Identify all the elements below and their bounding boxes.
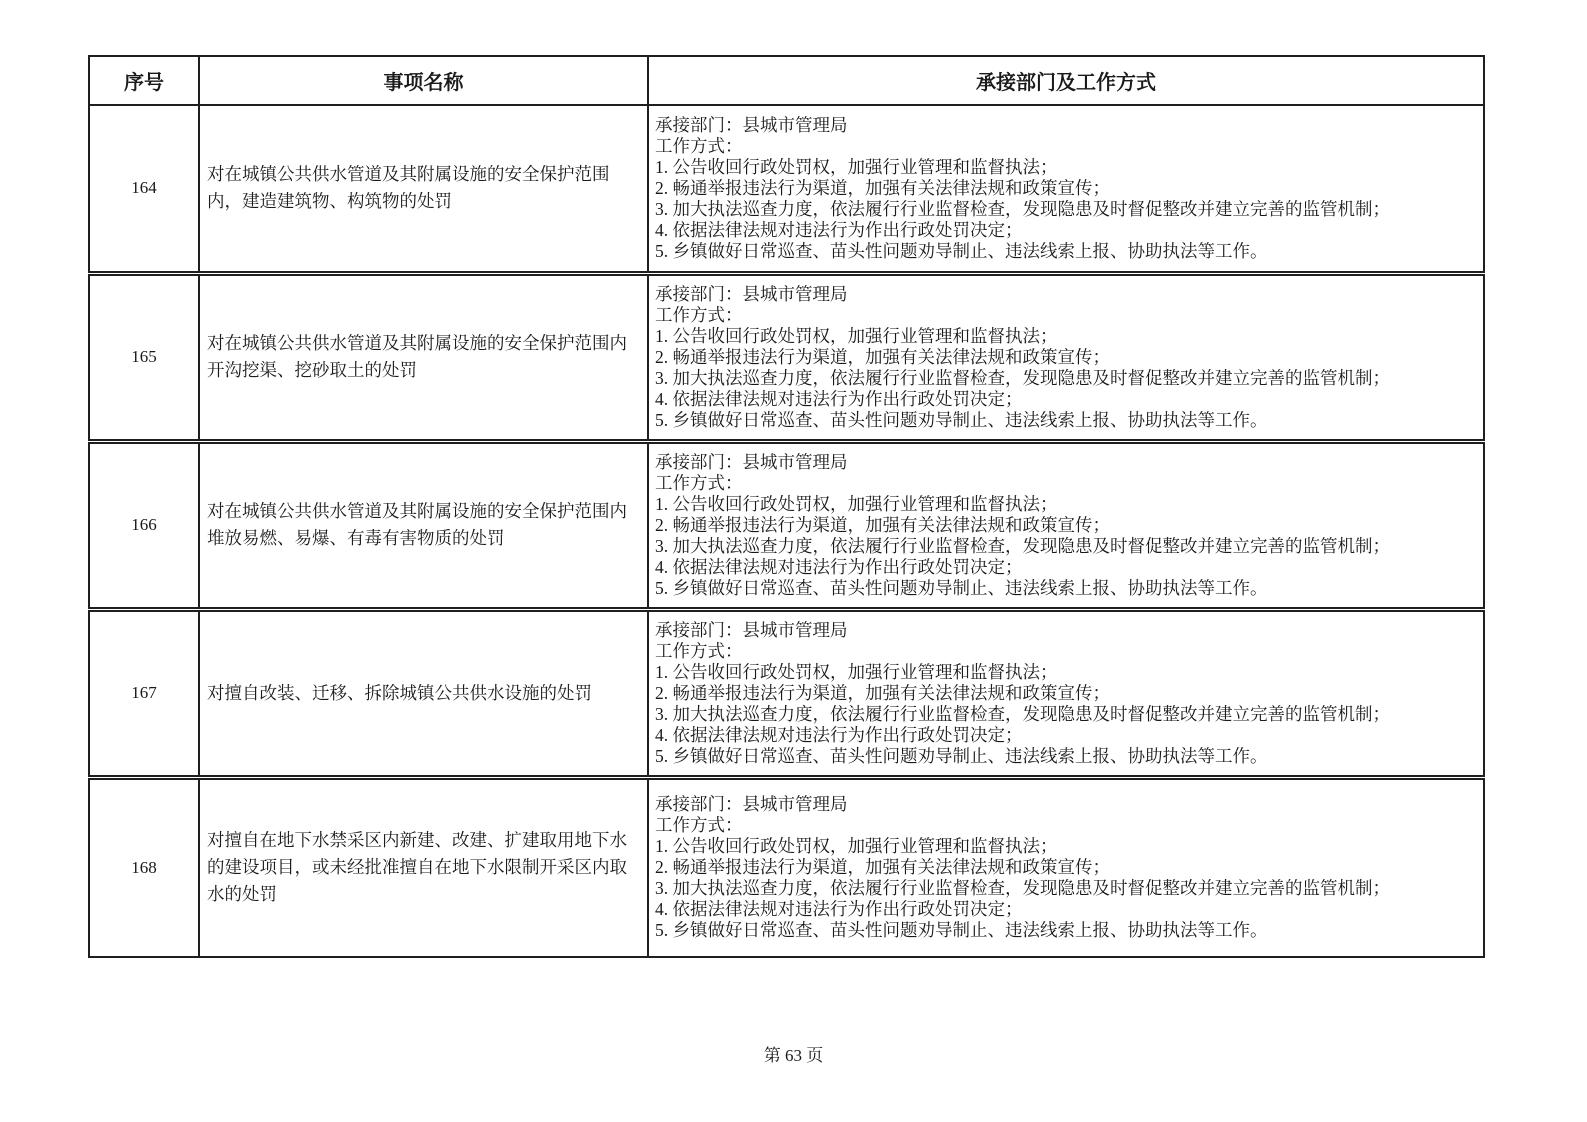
- detail-line: 4. 依据法律法规对违法行为作出行政处罚决定；: [655, 724, 1023, 745]
- detail-line: 4. 依据法律法规对违法行为作出行政处罚决定；: [655, 556, 1023, 577]
- row-department-and-method: [648, 777, 1484, 957]
- detail-line: 2. 畅通举报违法行为渠道，加强有关法律法规和政策宣传；: [655, 514, 1110, 535]
- detail-line: 2. 畅通举报违法行为渠道，加强有关法律法规和政策宣传；: [655, 177, 1110, 198]
- row-department-and-method: [648, 273, 1484, 441]
- detail-line: 工作方式：: [655, 472, 743, 493]
- row-department-and-method: [648, 441, 1484, 609]
- table-row: [89, 441, 1484, 609]
- table-header-row: [89, 56, 1484, 105]
- detail-line: 3. 加大执法巡查力度，依法履行行业监督检查，发现隐患及时督促整改并建立完善的监管机制；: [655, 535, 1390, 556]
- detail-line: 承接部门：县城市管理局: [655, 619, 848, 640]
- detail-line: 工作方式：: [655, 304, 743, 325]
- detail-line: 承接部门：县城市管理局: [655, 794, 848, 815]
- row-item-name: 对擅自改装、迁移、拆除城镇公共供水设施的处罚: [199, 609, 648, 777]
- page-number: 第 63 页: [763, 1046, 824, 1065]
- detail-line: 1. 公告收回行政处罚权，加强行业管理和监督执法；: [655, 325, 1058, 346]
- detail-line: 2. 畅通举报违法行为渠道，加强有关法律法规和政策宣传；: [655, 346, 1110, 367]
- detail-line: 1. 公告收回行政处罚权，加强行业管理和监督执法；: [655, 156, 1058, 177]
- items-table-wrap: [88, 55, 1485, 958]
- row-item-name: 对在城镇公共供水管道及其附属设施的安全保护范围内，建造建筑物、构筑物的处罚: [199, 105, 648, 273]
- detail-line: 承接部门：县城市管理局: [655, 114, 848, 135]
- detail-line: 5. 乡镇做好日常巡查、苗头性问题劝导制止、违法线索上报、协助执法等工作。: [655, 745, 1268, 766]
- detail-line: 3. 加大执法巡查力度，依法履行行业监督检查，发现隐患及时督促整改并建立完善的监管机制；: [655, 878, 1390, 899]
- detail-line: 承接部门：县城市管理局: [655, 451, 848, 472]
- table-row: [89, 105, 1484, 273]
- row-serial-number: 165: [89, 273, 199, 441]
- detail-line: 1. 公告收回行政处罚权，加强行业管理和监督执法；: [655, 836, 1058, 857]
- row-item-name: 对在城镇公共供水管道及其附属设施的安全保护范围内堆放易燃、易爆、有毒有害物质的处罚: [199, 441, 648, 609]
- row-serial-number: 168: [89, 777, 199, 957]
- detail-line: 5. 乡镇做好日常巡查、苗头性问题劝导制止、违法线索上报、协助执法等工作。: [655, 577, 1268, 598]
- detail-line: 2. 畅通举报违法行为渠道，加强有关法律法规和政策宣传；: [655, 682, 1110, 703]
- header-serial-number: 序号: [89, 56, 199, 105]
- detail-line: 3. 加大执法巡查力度，依法履行行业监督检查，发现隐患及时督促整改并建立完善的监管机制；: [655, 198, 1390, 219]
- detail-line: 2. 畅通举报违法行为渠道，加强有关法律法规和政策宣传；: [655, 857, 1110, 878]
- detail-line: 4. 依据法律法规对违法行为作出行政处罚决定；: [655, 899, 1023, 920]
- table-body: [89, 105, 1484, 957]
- header-item-name: 事项名称: [199, 56, 648, 105]
- detail-line: 4. 依据法律法规对违法行为作出行政处罚决定；: [655, 388, 1023, 409]
- detail-line: 4. 依据法律法规对违法行为作出行政处罚决定；: [655, 219, 1023, 240]
- detail-line: 5. 乡镇做好日常巡查、苗头性问题劝导制止、违法线索上报、协助执法等工作。: [655, 920, 1268, 941]
- detail-line: 承接部门：县城市管理局: [655, 283, 848, 304]
- row-department-and-method: [648, 609, 1484, 777]
- table-row: [89, 609, 1484, 777]
- row-department-and-method: [648, 105, 1484, 273]
- table-row: [89, 777, 1484, 957]
- detail-line: 工作方式：: [655, 640, 743, 661]
- detail-line: 1. 公告收回行政处罚权，加强行业管理和监督执法；: [655, 493, 1058, 514]
- detail-line: 1. 公告收回行政处罚权，加强行业管理和监督执法；: [655, 661, 1058, 682]
- row-item-name: 对在城镇公共供水管道及其附属设施的安全保护范围内开沟挖渠、挖砂取土的处罚: [199, 273, 648, 441]
- detail-line: 5. 乡镇做好日常巡查、苗头性问题劝导制止、违法线索上报、协助执法等工作。: [655, 409, 1268, 430]
- detail-line: 工作方式：: [655, 135, 743, 156]
- row-item-name: 对擅自在地下水禁采区内新建、改建、扩建取用地下水的建设项目，或未经批准擅自在地下水限制开采区内取水的处罚: [199, 777, 648, 957]
- row-serial-number: 167: [89, 609, 199, 777]
- header-department-method: 承接部门及工作方式: [648, 56, 1484, 105]
- detail-line: 5. 乡镇做好日常巡查、苗头性问题劝导制止、违法线索上报、协助执法等工作。: [655, 240, 1268, 261]
- row-serial-number: 166: [89, 441, 199, 609]
- items-table: [88, 55, 1485, 958]
- detail-line: 3. 加大执法巡查力度，依法履行行业监督检查，发现隐患及时督促整改并建立完善的监管机制；: [655, 367, 1390, 388]
- detail-line: 3. 加大执法巡查力度，依法履行行业监督检查，发现隐患及时督促整改并建立完善的监管机制；: [655, 703, 1390, 724]
- detail-line: 工作方式：: [655, 815, 743, 836]
- row-serial-number: 164: [89, 105, 199, 273]
- table-row: [89, 273, 1484, 441]
